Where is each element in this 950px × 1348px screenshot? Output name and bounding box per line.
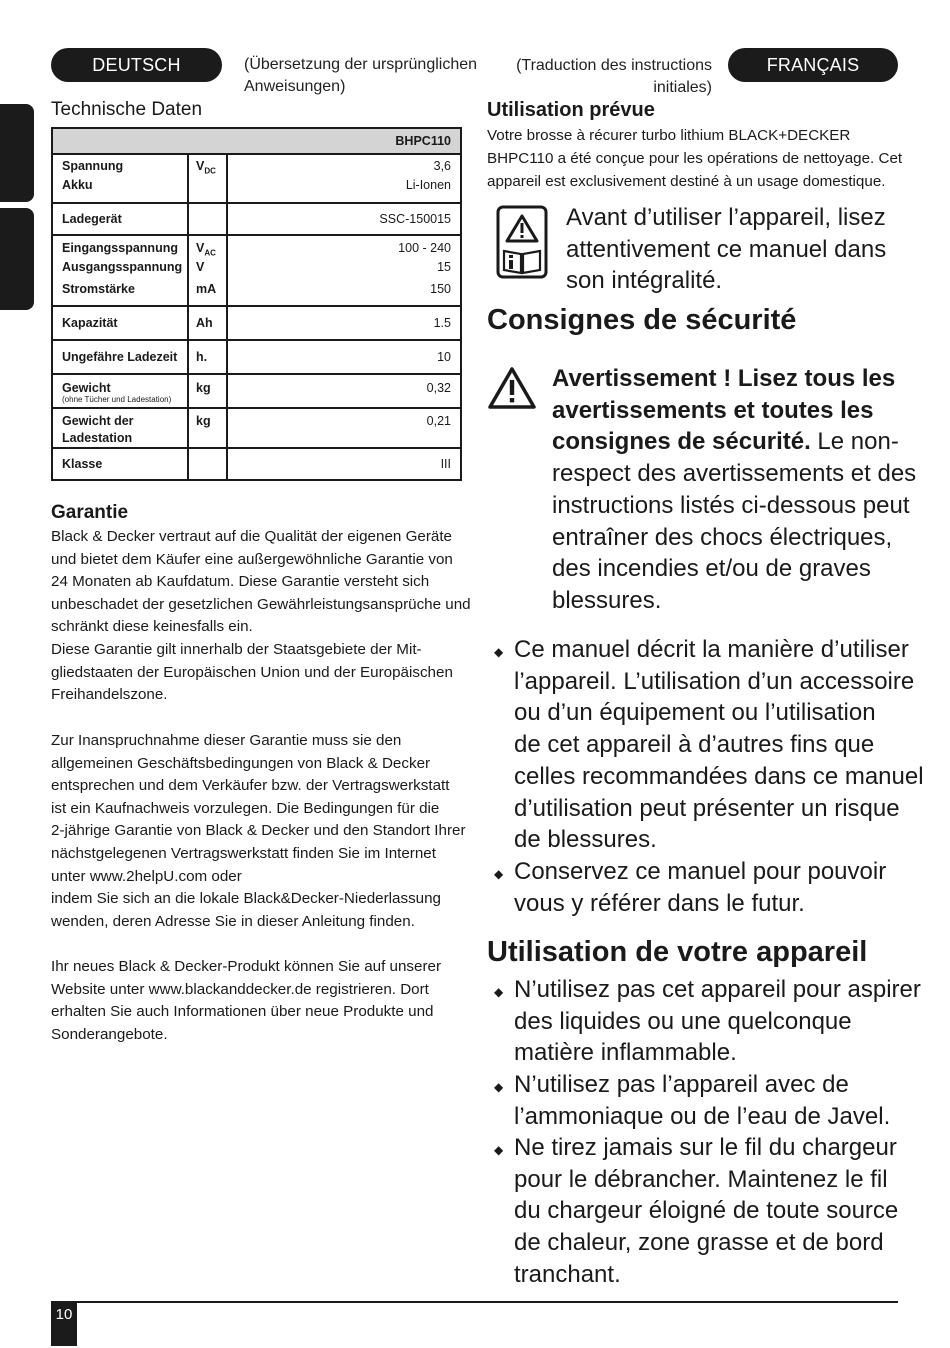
manual-warning-icon — [496, 205, 548, 279]
footer-rule — [51, 1301, 898, 1303]
spec-table — [51, 127, 462, 481]
table-row: Ladegerät SSC-150015 — [53, 203, 460, 235]
garantie-paragraph-1: Black & Decker vertraut auf die Qualität der eigenen Geräte und bietet dem Käufer eine außergewöhnliche Garantie von 24 Monaten ab Kaufdatum. Diese Garantie versteht sich unbeschadet der gesetzlichen Gewährleistungsansprüche und schränkt diese keinesfalls ein. Diese Garantie gilt innerhalb der Staatsgebiete der Mit- gliedstaaten der Europäischen Union und der Europäischen Freihandelszone. — [51, 528, 471, 704]
table-row: Kapazität Ah 1.5 — [53, 306, 460, 340]
list-item: Ne tirez jamais sur le fil du chargeur pour le débrancher. Maintenez le fil du chargeur éloigné de toute source de chaleur, zone grasse et de bord tranchant. — [514, 1134, 899, 1288]
garantie-paragraph-2: Zur Inanspruchnahme dieser Garantie muss sie den allgemeinen Geschäftsbedingungen von Black & Decker entsprechen und dem Verkäufer bzw. der Vertragswerkstatt ist ein Kaufnachweis vorzulegen. Die Bedingungen für die 2-jährige Garantie von Black & Decker und den Standort Ihrer nächstgelegenen Vertragswerkstatt finden Sie im Internet unter www.2helpU.com oder indem Sie sich an die lokale Black&Decker-Niederlassung wenden, deren Adresse Sie in dieser Anleitung finden. — [51, 732, 466, 930]
garantie-title: Garantie — [51, 502, 129, 523]
table-row: Eingangsspannung $V_{AC}$ 100 - 240 — [53, 235, 460, 260]
list-item: Ce manuel décrit la manière d’utiliser l’appareil. L’utilisation d’un accessoire ou d’un équipement ou l’utilisation de cet appareil à d’autres fins que celles recommandées dans ce manuel d’utilisation peut présenter un risque de blessures. — [514, 636, 924, 854]
list-item: N’utilisez pas l’appareil avec de l’ammoniaque ou de l’eau de Javel. — [514, 1071, 891, 1130]
garantie-paragraph-3: Ihr neues Black & Decker-Produkt können Sie auf unserer Website unter www.blackanddecker.de registrieren. Dort erhalten Sie auch Informationen über neue Produkte und Sonderangebote. — [51, 958, 442, 1043]
warning-triangle-icon — [487, 365, 537, 411]
table-row: Spannung $V_{DC}$ 3,6 — [53, 155, 460, 178]
utilisation-prevue-title: Utilisation prévue — [487, 99, 655, 121]
language-side-tab-2 — [0, 208, 34, 310]
tab-francais: FRANÇAIS — [728, 48, 898, 82]
list-item: Conservez ce manuel pour pouvoir vous y référer dans le futur. — [514, 858, 887, 917]
table-row: Ungefähre Ladezeit h. 10 — [53, 340, 460, 374]
utilisation-prevue-text: Votre brosse à récurer turbo lithium BLACK+DECKER BHPC110 a été conçue pour les opérations de nettoyage. Cet appareil est exclusivement destiné à un usage domestique. — [487, 127, 903, 190]
table-row: Ausgangsspannung V 15 — [53, 260, 460, 282]
bullet-diamond-icon: ◆ — [494, 867, 504, 881]
list-item: N’utilisez pas cet appareil pour aspirer des liquides ou une quelconque matière inflammable. — [514, 976, 921, 1067]
tech-data-title: Technische Daten — [51, 99, 203, 120]
tab-deutsch: DEUTSCH — [51, 48, 222, 82]
table-row: Gewicht der Ladestation kg 0,21 — [53, 408, 460, 448]
consignes-title: Consignes de sécurité — [487, 304, 797, 336]
de-subtitle: (Übersetzung der ursprünglichen Anweisungen) — [244, 56, 478, 95]
bullet-diamond-icon: ◆ — [494, 1143, 504, 1157]
language-side-tab-1 — [0, 104, 34, 202]
spec-model: BHPC110 — [53, 129, 460, 155]
fr-subtitle: (Traduction des instructions initiales) — [516, 57, 712, 96]
table-row: Stromstärke mA 150 — [53, 282, 460, 306]
bullet-diamond-icon: ◆ — [494, 1080, 504, 1094]
warning-text: Avertissement ! Lisez tous les avertissements et toutes les consignes de sécurité. Le non- respect des avertissements et des instructions listés ci-dessous peut entraîner des chocs électriques, des incendies et/ou de graves blessures. — [552, 365, 917, 614]
table-row: Akku Li-Ionen — [53, 178, 460, 203]
table-row: Klasse III — [53, 448, 460, 479]
bullet-diamond-icon: ◆ — [494, 985, 504, 999]
bullet-diamond-icon: ◆ — [494, 645, 504, 659]
page-number: 10 — [51, 1301, 77, 1346]
table-row: Gewicht (ohne Tücher und Ladestation) kg 0,32 — [53, 374, 460, 408]
read-manual-text: Avant d’utiliser l’appareil, lisez attentivement ce manuel dans son intégralité. — [566, 204, 887, 295]
utilisation-appareil-title: Utilisation de votre appareil — [487, 936, 868, 968]
